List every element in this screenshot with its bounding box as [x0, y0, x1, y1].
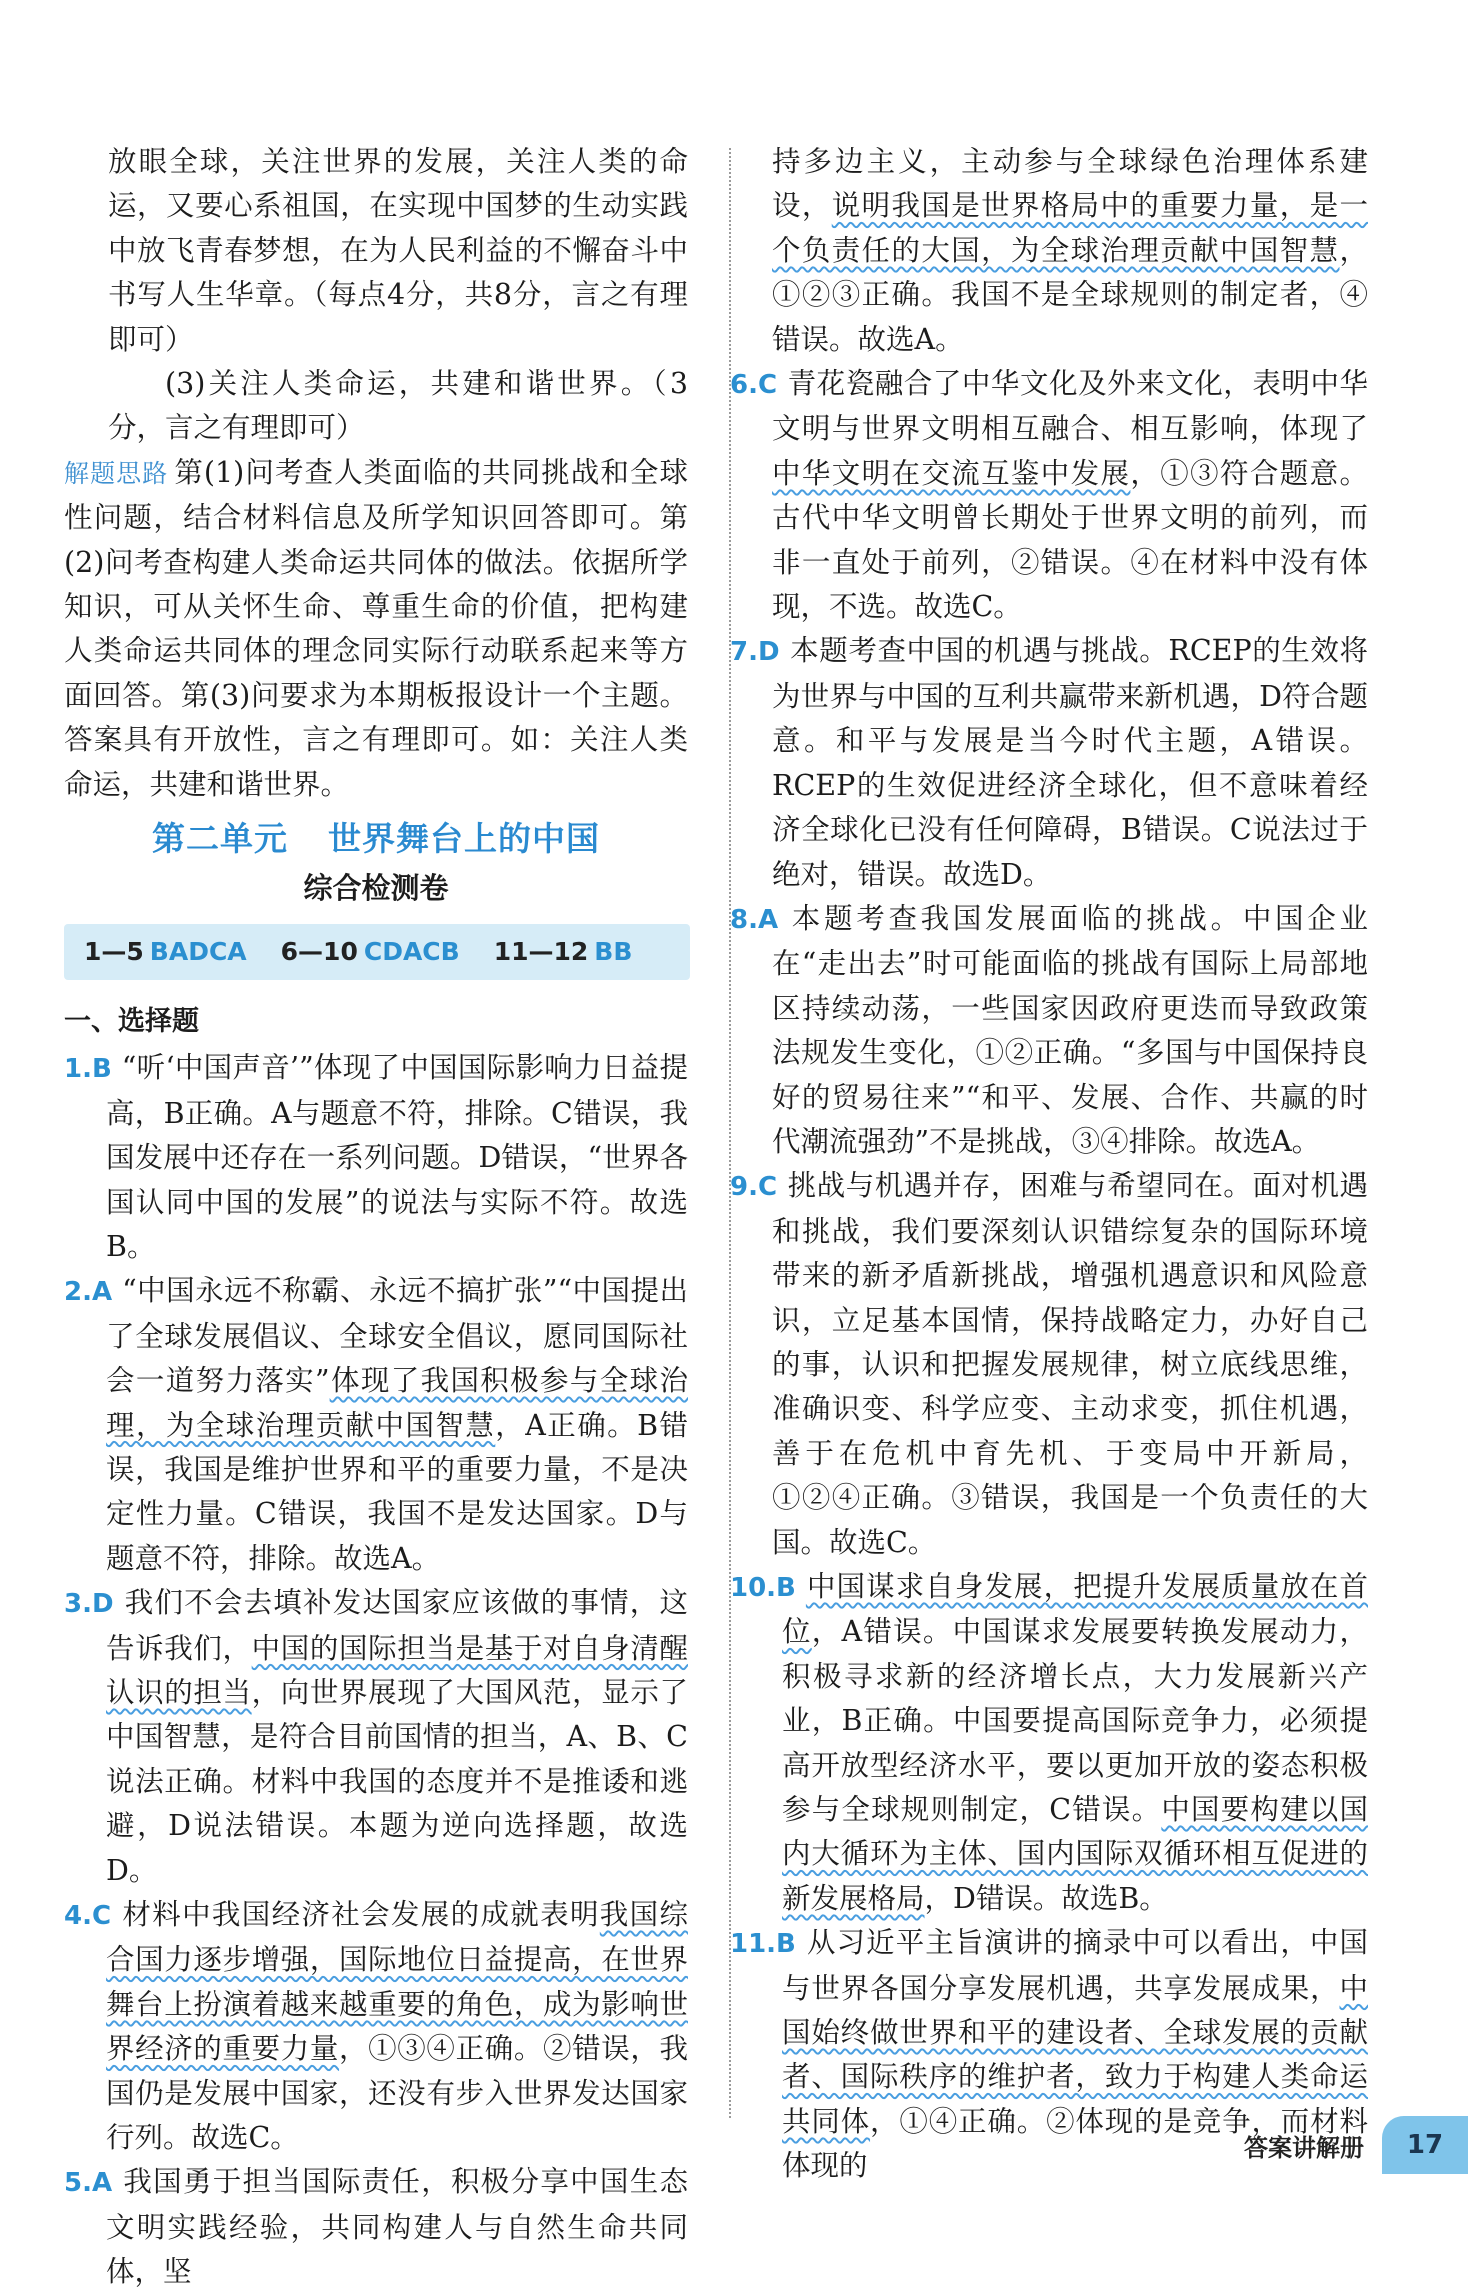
underlined-text: 中国始终做世界和平的建设者、全球发展的贡献者、国际秩序的维护者，致力于构建人类命运共同体 — [782, 1971, 1368, 2138]
question-text: ，D错误。故选B。 — [924, 1881, 1168, 1915]
question-text: ，①③④正确。②错误，我国仍是发展中国家，还没有步入世界发达国家行列。故选C。 — [106, 2032, 688, 2155]
question-text: 本题考查我国发展面临的挑战。中国企业在“走出去”时可能面临的挑战有国际上局部地区持续动荡，一些国家因政府更迭而导致政策法规发生变化，①②正确。“多国与中国保持良好的贸易往来”“和平、发展、合作、共赢的时代潮流强劲”不是挑战，③④排除。故选A。 — [772, 901, 1368, 1158]
question-number: 9.C — [730, 1172, 778, 1203]
question-number: 7.D — [730, 637, 780, 668]
question-number: 5.A — [64, 2168, 113, 2199]
question-number: 4.C — [64, 1901, 112, 1932]
answer-range: 6—10 — [280, 936, 358, 966]
question-text: 持多边主义，主动参与全球绿色治理体系建设， — [772, 145, 1368, 223]
unit-number: 第二单元 — [152, 819, 288, 859]
unit-title — [64, 817, 688, 861]
question-number: 1.B — [64, 1054, 112, 1085]
analysis-label: 解题思路 — [64, 458, 169, 488]
question-10 — [730, 1565, 1368, 1921]
point-3: (3)关注人类命运，共建和谐世界。（3分，言之有理即可） — [108, 367, 688, 445]
underlined-text: 中国的国际担当是基于对自身清醒认识的担当 — [106, 1631, 688, 1709]
underlined-text: 中国谋求自身发展，把提升发展质量放在首位 — [782, 1570, 1368, 1649]
question-text: “中国永远不称霸、永远不搞扩张”“中国提出了全球发展倡议、全球安全倡议，愿同国际社会一道努力落实” — [106, 1274, 688, 1398]
footer-label: 答案讲解册 — [1244, 2133, 1364, 2162]
question-text: “听‘中国声音’”体现了中国国际影响力日益提高，B正确。A与题意不符，排除。C错误，我国发展中还存在一系列问题。D错误，“世界各国认同中国的发展”的说法与实际不符。故选B。 — [106, 1051, 688, 1263]
question-text: ，①③符合题意。古代中华文明曾长期处于世界文明的前列，而非一直处于前列，②错误。④在材料中没有体现，不选。故选C。 — [772, 456, 1368, 624]
question-text: 本题考查中国的机遇与挑战。RCEP的生效将为世界与中国的互利共赢带来新机遇，D符合题意。和平与发展是当今时代主题，A错误。RCEP的生效促进经济全球化，但不意味着经济全球化已没有任何障碍，B错误。C说法过于绝对，错误。故选D。 — [772, 634, 1368, 891]
section-heading: 一、选择题 — [64, 1005, 199, 1037]
question-number: 10.B — [730, 1573, 796, 1603]
question-number: 11.B — [730, 1929, 796, 1960]
underlined-text: 体现了我国积极参与全球治理，为全球治理贡献中国智慧 — [106, 1364, 688, 1442]
question-text: 从习近平主旨演讲的摘录中可以看出，中国与世界各国分享发展机遇，共享发展成果， — [782, 1926, 1368, 2005]
question-3 — [64, 1581, 688, 1893]
question-text: ，A错误。中国谋求发展要转换发展动力，积极寻求新的经济增长点，大力发展新兴产业，B正确。中国要提高国际竞争力，必须提高开放型经济水平，要以更加开放的姿态积极参与全球规则制定，C错误。 — [782, 1615, 1368, 1827]
question-number: 8.A — [730, 904, 779, 935]
question-text: 我国勇于担当国际责任，积极分享中国生态文明实践经验，共同构建人与自然生命共同体，坚 — [106, 2165, 688, 2289]
question-1 — [64, 1046, 688, 1269]
question-text: 挑战与机遇并存，困难与希望同在。面对机遇和挑战，我们要深刻认识错综复杂的国际环境带来的新矛盾新挑战，增强机遇意识和风险意识，立足基本国情，保持战略定力，办好自己的事，认识和把握发展规律，树立底线思维，准确识变、科学应变、主动求变，抓住机遇，善于在危机中育先机、于变局中开新局，①②④正确。③错误，我国是一个负责任的大国。故选C。 — [772, 1169, 1368, 1559]
analysis-paragraph — [64, 451, 688, 807]
answer-range: 11—12 — [493, 936, 589, 966]
question-9 — [730, 1164, 1368, 1565]
underlined-text: 中华文明在交流互鉴中发展 — [772, 456, 1131, 490]
answer-values: BADCA — [149, 936, 247, 966]
left-column — [64, 140, 688, 2295]
question-2 — [64, 1269, 688, 1581]
answer-values: BB — [594, 936, 633, 966]
analysis-text: 第(1)问考查人类面临的共同挑战和全球性问题，结合材料信息及所学知识回答即可。第(2)问考查构建人类命运共同体的做法。依据所学知识，可从关怀生命、尊重生命的价值，把构建人类命运共同体的理念同实际行动联系起来等方面回答。第(3)问要求为本期板报设计一个主题。答案具有开放性，言之有理即可。如：关注人类命运，共建和谐世界。 — [64, 455, 688, 801]
question-number: 6.C — [730, 370, 778, 401]
page-footer — [1244, 2116, 1468, 2174]
page-number: 17 — [1382, 2116, 1468, 2174]
question-text: ，①②③正确。我国不是全球规则的制定者，④错误。故选A。 — [772, 233, 1368, 356]
answer-range: 1—5 — [84, 936, 144, 966]
question-text: 我们不会去填补发达国家应该做的事情，这告诉我们， — [106, 1586, 688, 1665]
sub-title: 综合检测卷 — [303, 870, 449, 905]
question-text: 青花瓷融合了中华文化及外来文化，表明中华文明与世界文明相互融合、相互影响，体现了 — [772, 367, 1368, 446]
underlined-text: 我国综合国力逐步增强，国际地位日益提高，在世界舞台上扮演着越来越重要的角色，成为影响世界经济的重要力量 — [106, 1898, 688, 2066]
question-5-continued — [772, 140, 1368, 362]
question-6 — [730, 362, 1368, 629]
question-4 — [64, 1893, 688, 2160]
question-text: ，A正确。B错误，我国是维护世界和平的重要力量，不是决定性力量。C错误，我国不是发达国家。D与题意不符，排除。故选A。 — [106, 1408, 688, 1575]
question-number: 3.D — [64, 1589, 114, 1620]
question-text: ，①④正确。②体现的是竞争，而材料体现的 — [782, 2104, 1368, 2183]
question-5-start — [64, 2160, 688, 2294]
answer-key-box — [64, 924, 690, 980]
question-8 — [730, 897, 1368, 1164]
underlined-text: 中国要构建以国内大循环为主体、国内国际双循环相互促进的新发展格局 — [782, 1793, 1368, 1915]
answer-values: CDACB — [363, 936, 460, 966]
question-number: 2.A — [64, 1277, 113, 1308]
unit-name: 世界舞台上的中国 — [328, 819, 600, 859]
question-text: 材料中我国经济社会发展的成就表明 — [121, 1898, 600, 1932]
intro-paragraph: 放眼全球，关注世界的发展，关注人类的命运，又要心系祖国，在实现中国梦的生动实践中放飞青春梦想，在为人民利益的不懈奋斗中书写人生华章。（每点4分，共8分，言之有理即可） — [108, 145, 688, 356]
question-text: ，向世界展现了大国风范，显示了中国智慧，是符合目前国情的担当，A、B、C说法正确。材料中我国的态度并不是推诿和逃避，D说法错误。本题为逆向选择题，故选D。 — [106, 1676, 688, 1887]
question-7 — [730, 629, 1368, 896]
right-column — [730, 140, 1368, 2189]
underlined-text: 说明我国是世界格局中的重要力量，是一个负责任的大国，为全球治理贡献中国智慧 — [772, 189, 1368, 267]
